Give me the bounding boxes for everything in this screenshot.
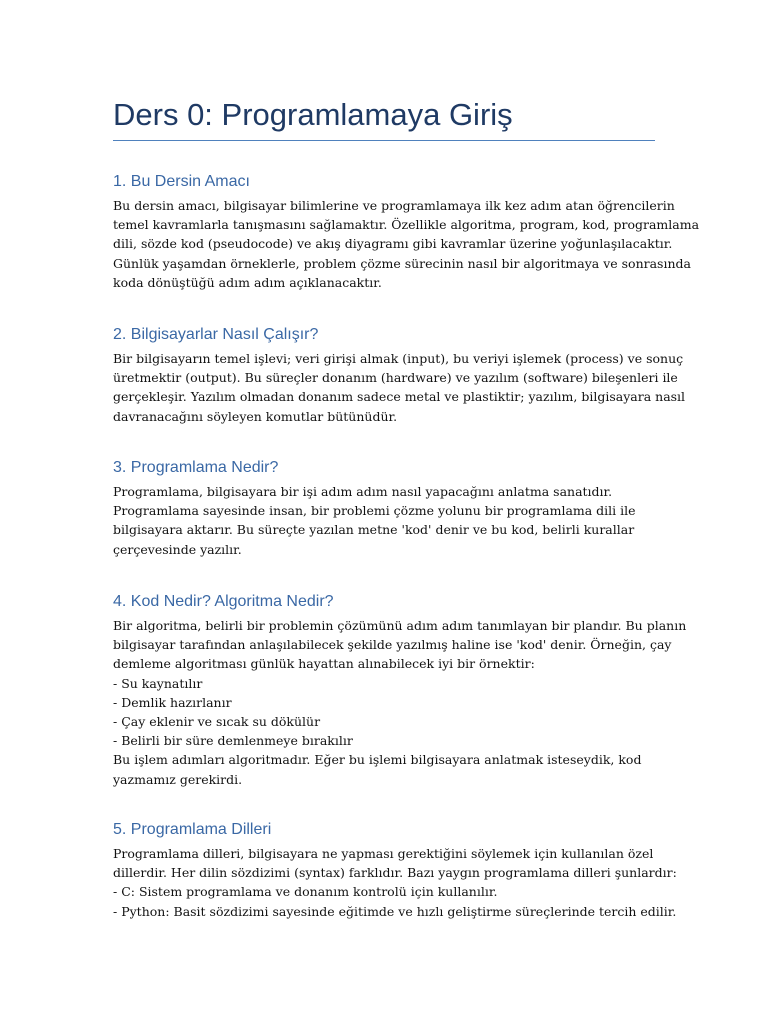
text-line: Günlük yaşamdan örneklerle, problem çözme sürecinin nasıl bir algoritmaya ve sonrasında bbox=[113, 255, 691, 271]
text-line: yazmamız gerekirdi. bbox=[113, 771, 243, 787]
text-line: Programlama dilleri, bilgisayara ne yapması gerektiğini söylemek için kullanılan özel bbox=[113, 846, 654, 861]
text-line: çerçevesinde yazılır. bbox=[113, 541, 242, 557]
text-line: dillerdir. Her dilin sözdizimi (syntax) farklıdır. Bazı yaygın programlama dilleri şunlardır: bbox=[113, 865, 677, 881]
text-line: Bir bilgisayarın temel işlevi; veri girişi almak (input), bu veriyi işlemek (process) ve sonuç bbox=[113, 351, 684, 366]
section-heading: 5. Programlama Dilleri bbox=[113, 821, 272, 838]
list-item: - Demlik hazırlanır bbox=[113, 694, 232, 710]
list-item: - Su kaynatılır bbox=[113, 675, 203, 691]
section-heading: 3. Programlama Nedir? bbox=[113, 459, 279, 476]
section-paragraph bbox=[113, 482, 658, 559]
text-line: dili, sözde kod (pseudocode) ve akış diyagramı gibi kavramlar üzerine yoğunlaşılacaktır. bbox=[113, 236, 673, 252]
text-line: gerçekleşir. Yazılım olmadan donanım sadece metal ve plastiktir; yazılım, bilgisayara nasıl bbox=[113, 389, 686, 405]
section-code-and-algorithm bbox=[113, 591, 687, 789]
text-line: Programlama, bilgisayara bir işi adım adım nasıl yapacağını anlatma sanatıdır. bbox=[113, 484, 613, 499]
text-line: demleme algoritması günlük hayattan alınabilecek iyi bir örnektir: bbox=[113, 656, 535, 672]
section-heading: 2. Bilgisayarlar Nasıl Çalışır? bbox=[113, 326, 319, 343]
list-item: - Çay eklenir ve sıcak su dökülür bbox=[113, 714, 321, 730]
list-item: - C: Sistem programlama ve donanım kontrolü için kullanılır. bbox=[113, 884, 498, 900]
text-line: Bu dersin amacı, bilgisayar bilimlerine ve programlamaya ilk kez adım atan öğrencilerin bbox=[113, 198, 675, 213]
text-line: davranacağını söyleyen komutlar bütünüdür. bbox=[113, 408, 398, 424]
text-line: koda dönüştüğü adım adım açıklanacaktır. bbox=[113, 274, 382, 290]
section-heading: 4. Kod Nedir? Algoritma Nedir? bbox=[113, 593, 334, 610]
section-what-is-programming bbox=[113, 457, 658, 559]
text-line: üretmektir (output). Bu süreçler donanım (hardware) ve yazılım (software) bileşenleri ile bbox=[113, 370, 678, 386]
list-item: - Python: Basit sözdizimi sayesinde eğitimde ve hızlı geliştirme süreçlerinde tercih edilir. bbox=[113, 903, 677, 919]
section-paragraph bbox=[113, 844, 677, 921]
text-line: bilgisayara aktarır. Bu süreçte yazılan metne 'kod' denir ve bu kod, belirli kurallar bbox=[113, 522, 635, 538]
text-line: Bir algoritma, belirli bir problemin çözümünü adım adım tanımlayan bir plandır. Bu planın bbox=[113, 618, 687, 633]
text-line: Programlama sayesinde insan, bir problemi çözme yolunu bir programlama dili ile bbox=[113, 503, 636, 519]
page-title: Ders 0: Programlamaya Giriş bbox=[113, 94, 655, 141]
list-item: - Belirli bir süre demlenmeye bırakılır bbox=[113, 733, 353, 749]
section-course-purpose bbox=[113, 171, 700, 292]
section-paragraph bbox=[113, 196, 700, 292]
section-programming-languages bbox=[113, 819, 677, 921]
section-heading: 1. Bu Dersin Amacı bbox=[113, 173, 250, 190]
text-line: Bu işlem adımları algoritmadır. Eğer bu işlemi bilgisayara anlatmak isteseydik, kod bbox=[113, 752, 642, 768]
text-line: bilgisayar tarafından anlaşılabilecek şekilde yazılmış haline ise 'kod' denir. Örneğin, çay bbox=[113, 637, 672, 653]
text-line: temel kavramlarla tanışmasını sağlamaktır. Özellikle algoritma, program, kod, programlama bbox=[113, 217, 700, 233]
section-how-computers-work bbox=[113, 324, 686, 426]
section-paragraph bbox=[113, 616, 687, 789]
section-paragraph bbox=[113, 349, 686, 426]
